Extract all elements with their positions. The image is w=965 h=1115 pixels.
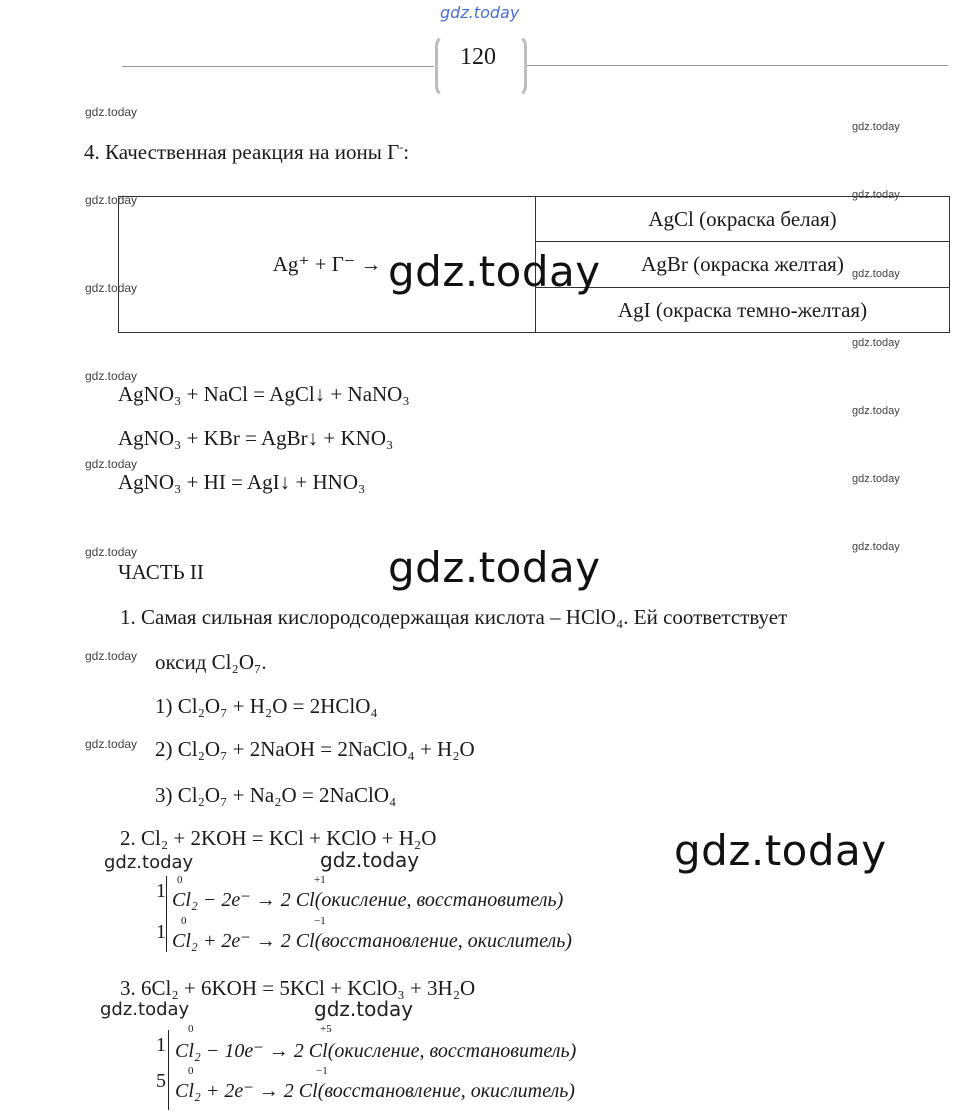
balance-coef: 1 (156, 880, 166, 902)
table-row: AgBr (окраска желтая) (536, 242, 950, 288)
item2-equation: 2. Cl₂ + 2KOH = KCl + KClO + H₂O (120, 826, 437, 850)
item1-line2: оксид Cl₂O₇. (155, 650, 267, 674)
table-row: AgCl (окраска белая) (536, 197, 950, 242)
header-rule-right (526, 65, 948, 66)
half-reaction-note: (восстановление, окислитель) (314, 930, 572, 952)
watermark-medium: gdz.today (100, 999, 190, 1020)
half-reaction (175, 1078, 575, 1103)
equation-line: AgNO₃ + KBr = AgBr↓ + KNO₃ (118, 426, 394, 450)
oxidation-state: −1 (314, 915, 326, 927)
header-rule-left (122, 66, 434, 67)
half-reaction (175, 1038, 576, 1063)
watermark-large: gdz.today (388, 543, 601, 592)
half-reaction-note: (окисление, восстановитель) (327, 1040, 577, 1062)
watermark-medium: gdz.today (320, 848, 420, 872)
watermark-small: gdz.today (85, 105, 138, 119)
oxidation-state: +5 (320, 1023, 332, 1035)
half-reaction-left: Cl₂ − 10e⁻ → 2 Cl (175, 1040, 328, 1062)
watermark-small: gdz.today (85, 545, 138, 559)
watermark-small: gdz.today (852, 541, 900, 553)
oxidation-state: 0 (188, 1065, 194, 1077)
table-row: AgI (окраска темно-желтая) (536, 288, 950, 333)
oxidation-state: 0 (181, 915, 187, 927)
table-left-cell: Ag⁺ + Г⁻ → (119, 197, 536, 333)
half-reaction-left: Cl₂ − 2e⁻ → 2 Cl (172, 889, 315, 911)
oxidation-state: 0 (177, 874, 183, 886)
equation-line: AgNO₃ + NaCl = AgCl↓ + NaNO₃ (118, 382, 410, 406)
watermark-small: gdz.today (85, 649, 138, 663)
page-number: 120 (460, 44, 496, 70)
watermark-small: gdz.today (852, 189, 900, 201)
half-reaction (172, 887, 563, 912)
section4-heading-tail: : (403, 140, 410, 164)
watermark-small: gdz.today (85, 737, 138, 751)
item3-equation: 3. 6Cl₂ + 6KOH = 5KCl + KClO₃ + 3H₂O (120, 976, 476, 1000)
balance-coef: 1 (156, 1034, 166, 1056)
item1-line1: 1. Самая сильная кислородсодержащая кислота – HClO₄. Ей соответствует (120, 605, 788, 629)
reaction-line: 2) Cl₂O₇ + 2NaOH = 2NaClO₄ + H₂O (155, 737, 475, 761)
watermark-small: gdz.today (85, 193, 138, 207)
reaction-line: 3) Cl₂O₇ + Na₂O = 2NaClO₄ (155, 783, 397, 807)
half-reaction-left: Cl₂ + 2e⁻ → 2 Cl (172, 930, 315, 952)
watermark-large: gdz.today (388, 247, 601, 296)
half-reaction-note: (окисление, восстановитель) (314, 889, 564, 911)
half-reaction-note: (восстановление, окислитель) (317, 1080, 575, 1102)
watermark-small: gdz.today (85, 281, 138, 295)
watermark-small: gdz.today (85, 369, 138, 383)
oxidation-state: 0 (188, 1023, 194, 1035)
watermark-large: gdz.today (674, 826, 887, 875)
part-title: ЧАСТЬ II (118, 560, 204, 584)
watermark-small: gdz.today (852, 337, 900, 349)
watermark-small: gdz.today (852, 473, 900, 485)
half-reaction-left: Cl₂ + 2e⁻ → 2 Cl (175, 1080, 318, 1102)
watermark-small: gdz.today (85, 457, 138, 471)
watermark-medium: gdz.today (314, 997, 414, 1021)
equation-line: AgNO₃ + HI = AgI↓ + HNO₃ (118, 470, 366, 494)
site-logo[interactable]: gdz.today (440, 3, 520, 22)
oxidation-state: −1 (316, 1065, 328, 1077)
balance-brace (166, 876, 167, 952)
balance-brace (168, 1030, 169, 1110)
balance-coef: 5 (156, 1070, 166, 1092)
reaction-line: 1) Cl₂O₇ + H₂O = 2HClO₄ (155, 694, 378, 718)
watermark-medium: gdz.today (104, 852, 194, 873)
section4-heading (84, 140, 409, 165)
watermark-small: gdz.today (852, 268, 900, 280)
section4-heading-sup: - (399, 140, 404, 154)
section4-heading-text: 4. Качественная реакция на ионы Г (84, 140, 400, 164)
balance-coef: 1 (156, 921, 166, 943)
watermark-small: gdz.today (852, 405, 900, 417)
oxidation-state: +1 (314, 874, 326, 886)
watermark-small: gdz.today (852, 121, 900, 133)
half-reaction (172, 928, 572, 953)
